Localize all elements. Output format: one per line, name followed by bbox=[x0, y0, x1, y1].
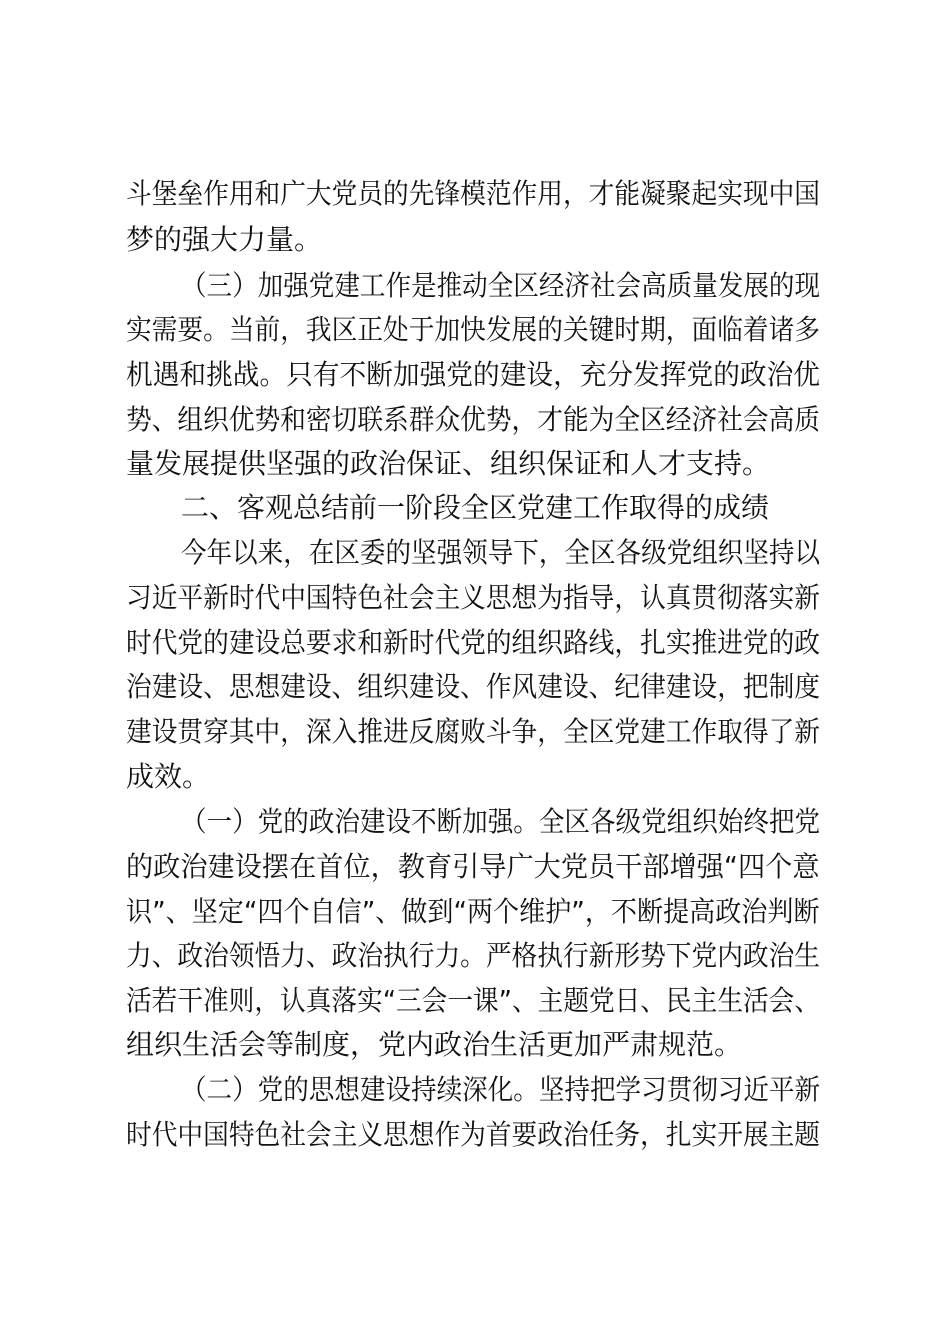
text-line: 识”、坚定“四个自信”、做到“两个维护”，不断提高政治判断 bbox=[126, 895, 820, 928]
text-line: （二）党的思想建设持续深化。坚持把学习贯彻习近平新 bbox=[181, 1073, 821, 1106]
text-line: 建设贯穿其中，深入推进反腐败斗争，全区党建工作取得了新 bbox=[126, 715, 821, 748]
text-line: 习近平新时代中国特色社会主义思想为指导，认真贯彻落实新 bbox=[126, 581, 821, 614]
text-line: 时代中国特色社会主义思想作为首要政治任务，扎实开展主题 bbox=[126, 1118, 821, 1151]
text-line: 机遇和挑战。只有不断加强党的建设，充分发挥党的政治优 bbox=[126, 358, 821, 391]
text-line: 斗堡垒作用和广大党员的先锋模范作用，才能凝聚起实现中国 bbox=[126, 177, 821, 210]
section-heading: 二、客观总结前一阶段全区党建工作取得的成绩 bbox=[181, 491, 770, 524]
text-line: 力、政治领悟力、政治执行力。严格执行新形势下党内政治生 bbox=[126, 939, 821, 972]
text-line: 治建设、思想建设、组织建设、作风建设、纪律建设，把制度 bbox=[126, 670, 821, 703]
text-line: 今年以来，在区委的坚强领导下，全区各级党组织坚持以 bbox=[181, 536, 821, 569]
text-line: 活若干准则，认真落实“三会一课”、主题党日、民主生活会、 bbox=[126, 984, 821, 1017]
text-line: （三）加强党建工作是推动全区经济社会高质量发展的现 bbox=[181, 269, 821, 302]
text-line: 成效。 bbox=[126, 760, 211, 793]
text-line: 势、组织优势和密切联系群众优势，才能为全区经济社会高质 bbox=[126, 403, 821, 436]
text-line: 实需要。当前，我区正处于加快发展的关键时期，面临着诸多 bbox=[126, 313, 821, 346]
text-line: （一）党的政治建设不断加强。全区各级党组织始终把党 bbox=[181, 805, 821, 838]
text-line: 时代党的建设总要求和新时代党的组织路线，扎实推进党的政 bbox=[126, 626, 821, 659]
text-line: 的政治建设摆在首位，教育引导广大党员干部增强“四个意 bbox=[126, 850, 820, 883]
text-line: 梦的强大力量。 bbox=[126, 223, 323, 256]
text-line: 组织生活会等制度，党内政治生活更加严肃规范。 bbox=[126, 1028, 743, 1061]
text-line: 量发展提供坚强的政治保证、组织保证和人才支持。 bbox=[126, 447, 771, 480]
